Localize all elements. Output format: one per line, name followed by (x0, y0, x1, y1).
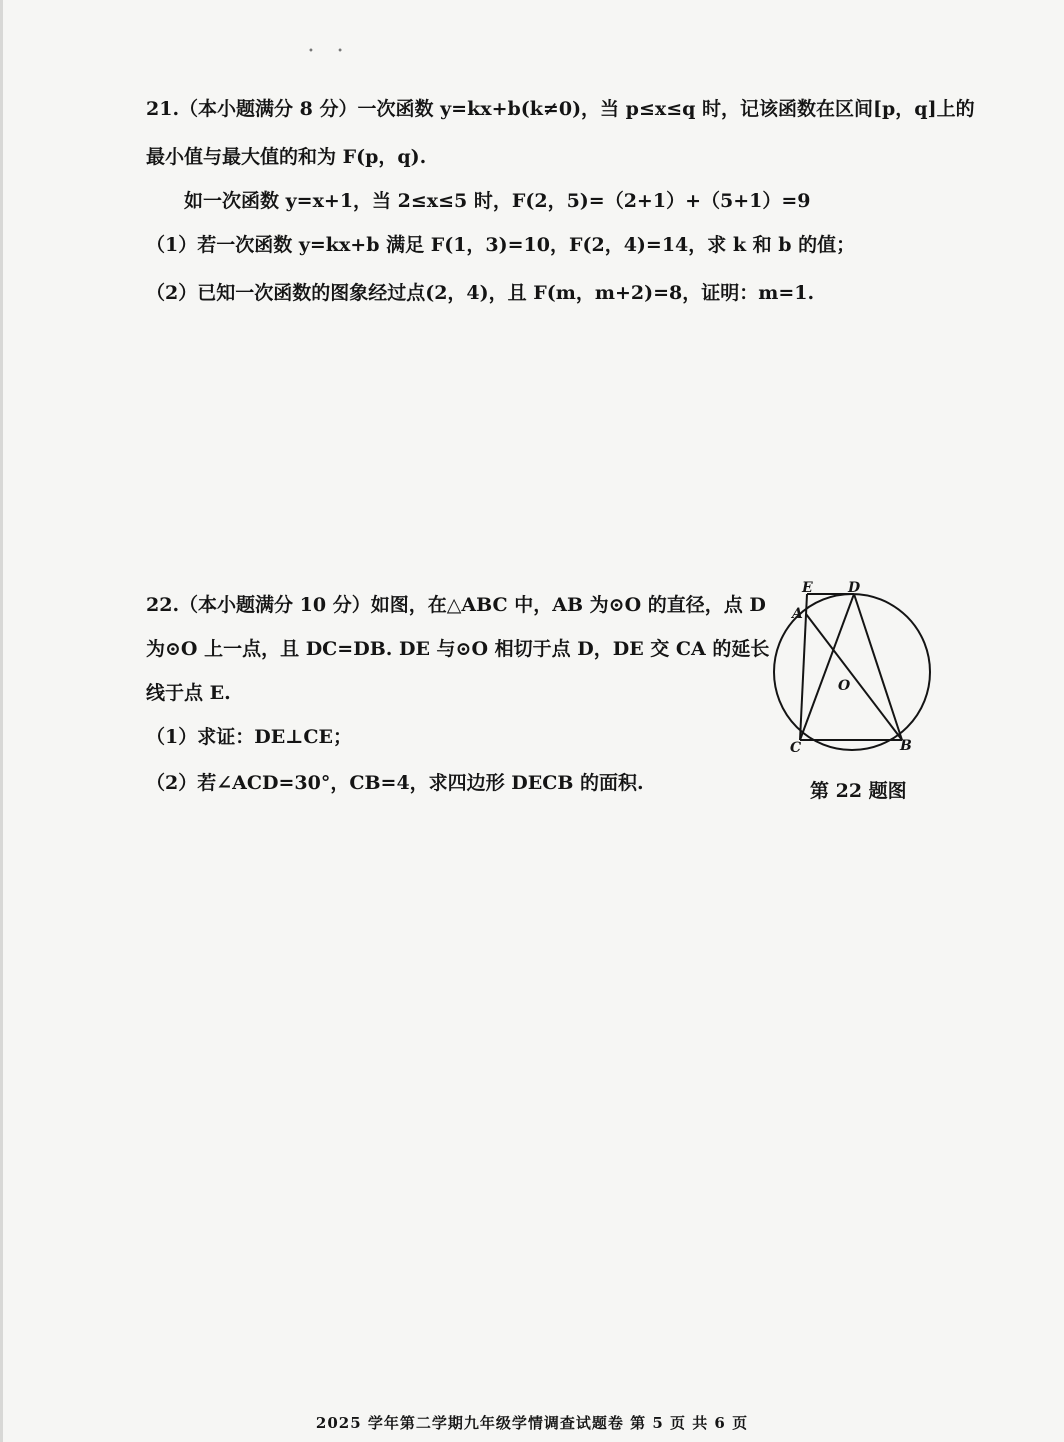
q22-part1: （1）求证：DE⊥CE； (146, 726, 353, 748)
segment-ab (806, 614, 902, 740)
label-o: O (838, 678, 851, 694)
q22-part2: （2）若∠ACD=30°，CB=4，求四边形 DECB 的面积. (146, 772, 644, 794)
label-b: B (900, 738, 912, 754)
figure-caption: 第 22 题图 (810, 780, 907, 802)
page-footer: 2025 学年第二学期九年级学情调查试题卷 第 5 页 共 6 页 (315, 1414, 749, 1432)
label-d: D (848, 580, 861, 596)
q21-part1: （1）若一次函数 y=kx+b 满足 F(1，3)=10，F(2，4)=14，求 k 和 b 的值； (146, 234, 856, 256)
q22-stem-line3: 线于点 E. (146, 682, 231, 704)
q22-stem-line2: 为⊙O 上一点，且 DC=DB. DE 与⊙O 相切于点 D，DE 交 CA 的延长 (146, 638, 770, 660)
q21-part2: （2）已知一次函数的图象经过点(2，4)，且 F(m，m+2)=8，证明：m=1. (146, 282, 815, 304)
label-a: A (792, 606, 803, 622)
segment-db (854, 594, 902, 740)
scan-specks: • • (308, 46, 353, 57)
q21-stem-line1: 21.（本小题满分 8 分）一次函数 y=kx+b(k≠0)，当 p≤x≤q 时，记该函数在区间[p，q]上的 (146, 98, 975, 120)
label-c: C (790, 740, 802, 756)
q22-geometry-figure (766, 580, 942, 756)
q21-stem-line2: 最小值与最大值的和为 F(p，q). (146, 146, 427, 168)
scan-edge (0, 0, 3, 1442)
q22-stem-line1: 22.（本小题满分 10 分）如图，在△ABC 中，AB 为⊙O 的直径，点 D (146, 594, 766, 616)
label-e: E (802, 580, 813, 596)
q21-example: 如一次函数 y=x+1，当 2≤x≤5 时，F(2，5)=（2+1）+（5+1）=9 (184, 190, 811, 212)
